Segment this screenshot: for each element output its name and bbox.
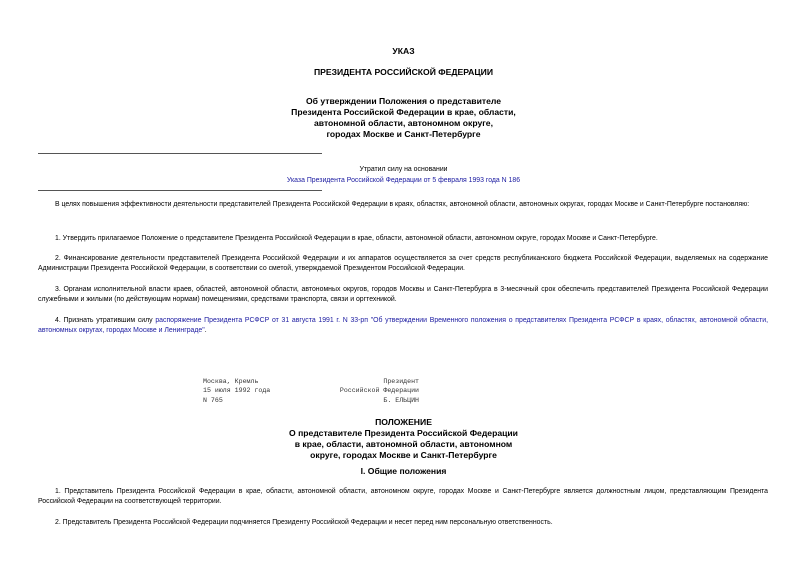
item-2: 2. Финансирование деятельности представителей Президента Российской Федерации и их аппаратов осуществляется за счет средств республиканского бюджета Российской Федерации, выделяемых на содержание Администрации Президента Российской Федерации, в соответствии со сметой, утверждаемой Президентом Российской Федерации. bbox=[38, 255, 768, 273]
regulation-title: ПОЛОЖЕНИЕ bbox=[375, 417, 432, 427]
signature-signer bbox=[300, 377, 419, 405]
decree-issuer: ПРЕЗИДЕНТА РОССИЙСКОЙ ФЕДЕРАЦИИ bbox=[313, 67, 494, 77]
decree-subject-line: Президента Российской Федерации в крае, области, bbox=[291, 107, 516, 117]
regulation-subject-line: округе, городах Москве и Санкт-Петербурге bbox=[310, 450, 497, 460]
signature-number: N 765 bbox=[203, 396, 223, 404]
decree-subject-line: автономной области, автономном округе, bbox=[314, 118, 493, 128]
section-1-title: I. Общие положения bbox=[360, 466, 447, 476]
item-4-suffix: . bbox=[204, 327, 207, 335]
divider-bottom bbox=[38, 190, 322, 191]
item-4-link[interactable]: распоряжение Президента РСФСР от 31 августа 1991 г. N 33-рп "Об утверждении Временного положения о представителях Президента РСФСР в краях, областях, автономной области, автономных округах, городах Москве и Ленинграде" bbox=[38, 317, 768, 335]
regulation-subject-line: О представителе Президента Российской Федерации bbox=[289, 428, 518, 438]
signature-post-1: Президент bbox=[383, 378, 419, 385]
signature-place: Москва, Кремль bbox=[203, 378, 259, 385]
decree-title: УКАЗ bbox=[392, 46, 415, 56]
decree-subject bbox=[0, 96, 807, 140]
item-3: 3. Органам исполнительной власти краев, областей, автономной области, автономных округов, городов Москвы и Санкт-Петербурга в 3-месячный срок обеспечить представителей Президента Российской Федерации служебными и жилыми (по действующим нормам) помещениями, средствами транспорта, связи и оргтехникой. bbox=[38, 286, 768, 304]
regulation-paragraph-2: 2. Представитель Президента Российской Федерации подчиняется Президенту Российской Федерации и несет перед ним персональную ответственность. bbox=[55, 519, 553, 526]
signature-date: 15 июля 1992 года bbox=[203, 387, 271, 395]
regulation-subject bbox=[0, 428, 807, 461]
item-4-prefix: 4. Признать утратившим силу bbox=[55, 317, 156, 324]
item-1: 1. Утвердить прилагаемое Положение о представителе Президента Российской Федерации в крае, области, автономной области, автономном округе, городах Москве и Санкт-Петербурге. bbox=[55, 235, 658, 242]
repeal-note-label: Утратил силу на основании bbox=[359, 166, 448, 173]
decree-subject-line: Об утверждении Положения о представителе bbox=[305, 96, 501, 106]
item-4 bbox=[38, 316, 768, 337]
regulation-paragraph-1: 1. Представитель Президента Российской Федерации в крае, области, автономной области, автономном округе, городах Москве и Санкт-Петербурге является должностным лицом, представляющим Президента Российской Федерации на соответствующей территории. bbox=[38, 488, 768, 506]
signature-place-date bbox=[203, 377, 270, 405]
preamble: В целях повышения эффективности деятельности представителей Президента Российской Федерации в краях, областях, автономной области, автономных округах, городах Москве и Санкт-Петербурге постановляю: bbox=[55, 201, 750, 208]
signature-post-2: Российской Федерации bbox=[339, 387, 419, 395]
divider-top bbox=[38, 153, 322, 154]
regulation-subject-line: в крае, области, автономной области, автономном bbox=[294, 439, 513, 449]
repeal-note-link[interactable]: Указа Президента Российской Федерации от 5 февраля 1993 года N 186 bbox=[286, 177, 521, 184]
decree-subject-line: городах Москве и Санкт-Петербурге bbox=[326, 129, 481, 139]
signature-name: Б. ЕЛЬЦИН bbox=[383, 396, 419, 404]
